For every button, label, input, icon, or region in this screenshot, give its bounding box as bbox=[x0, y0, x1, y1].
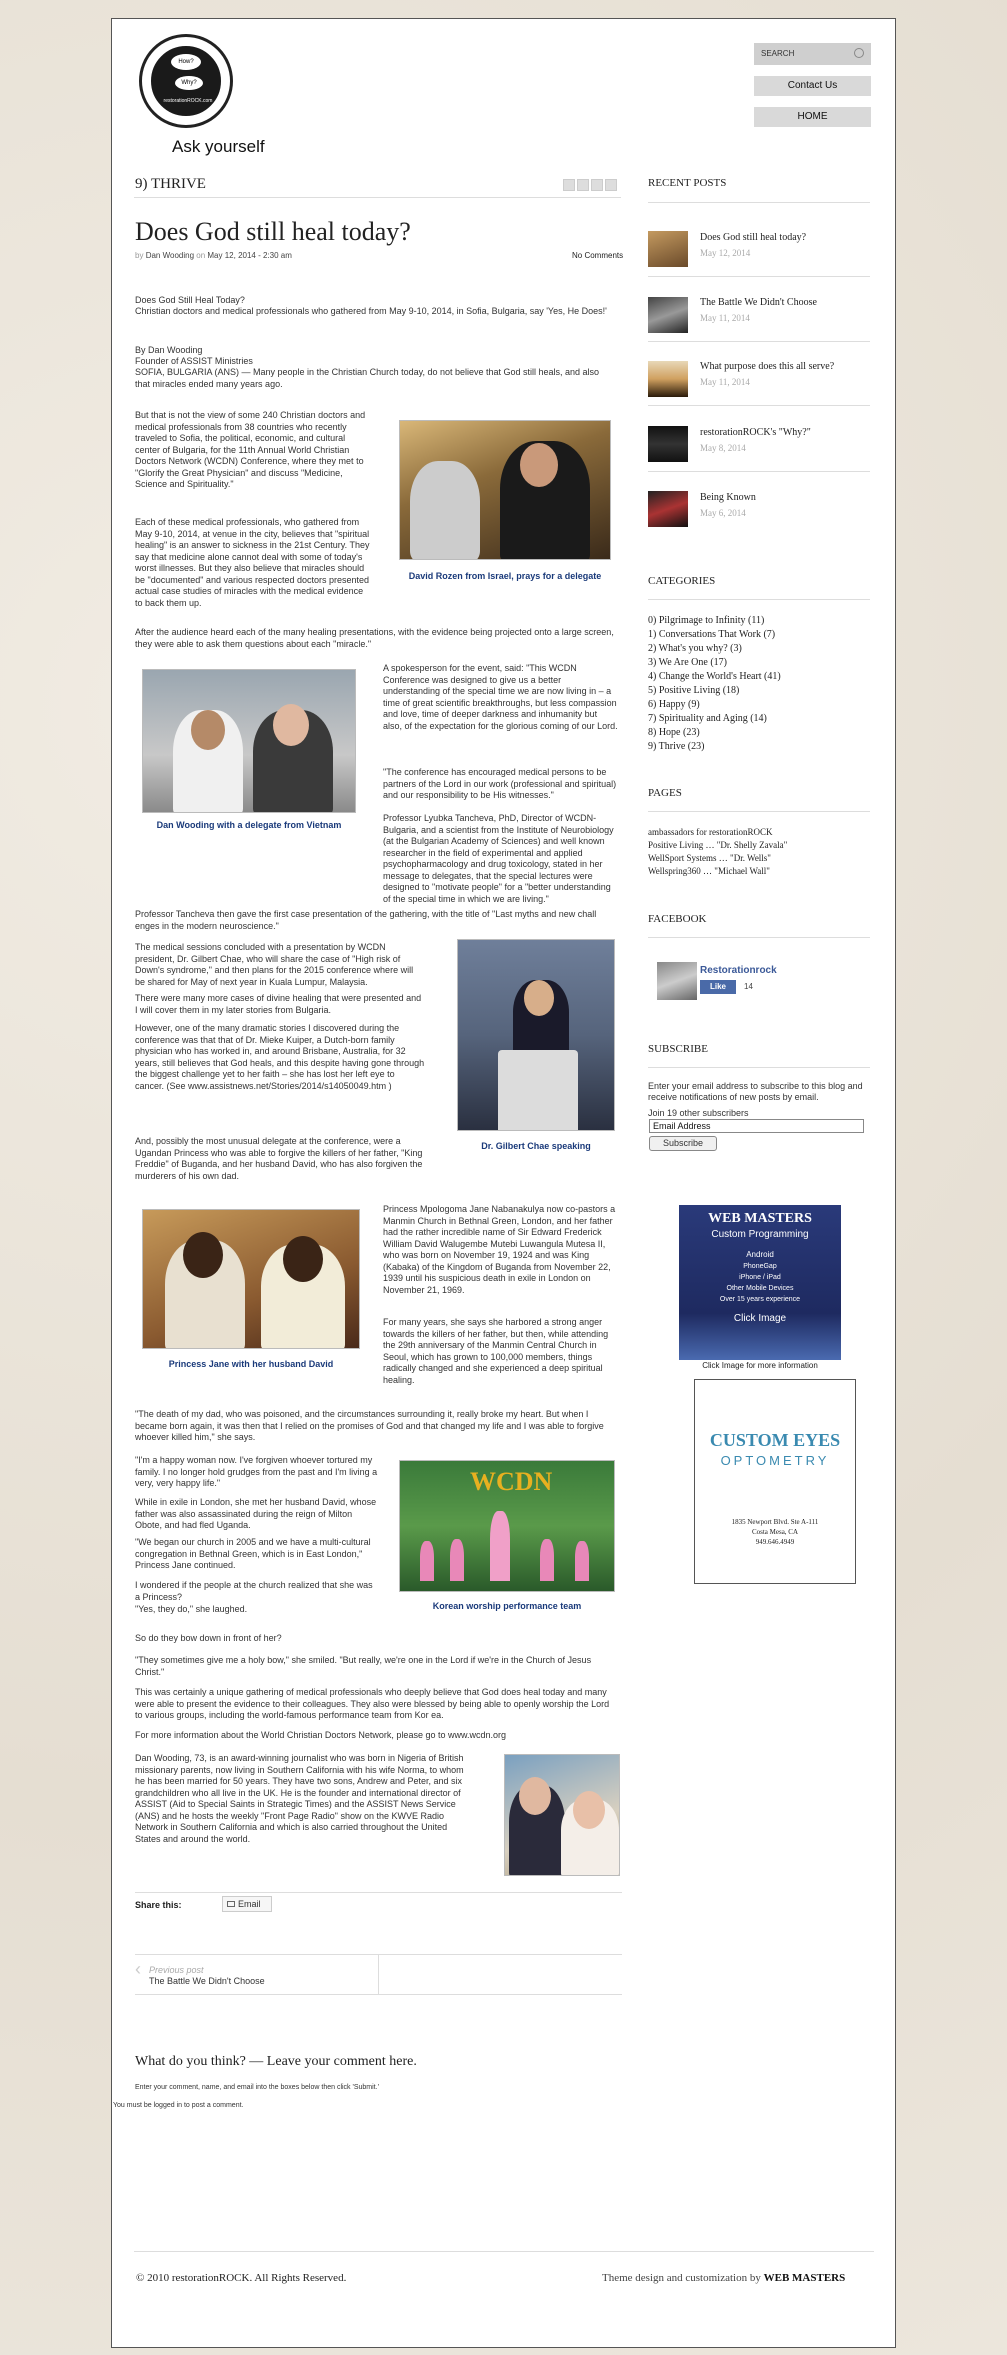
twitter-share-icon[interactable] bbox=[577, 179, 589, 191]
recent-post-thumb[interactable] bbox=[648, 297, 688, 333]
facebook-heading: FACEBOOK bbox=[648, 913, 707, 925]
email-field[interactable]: Email Address bbox=[649, 1119, 864, 1133]
ad-subtitle: Custom Programming bbox=[711, 1229, 809, 1240]
ad-line: Over 15 years experience bbox=[719, 1296, 801, 1303]
ad2-city: Costa Mesa, CA bbox=[751, 1528, 799, 1536]
recent-post-thumb[interactable] bbox=[648, 491, 688, 527]
paragraph: "Yes, they do," she laughed. bbox=[135, 1604, 248, 1614]
paragraph: Each of these medical professionals, who gathered from May 9-10, 2014, at venue in the city, believes that "spiritual healing" is an answer to sickness in the 21st Century. They say that medicine alone cannot deal with some of today's worst illnesses. But they also believe that miracles should be "documented" and various respected doctors presented actual case studies of miracles with the medical evidence to back them up. bbox=[135, 517, 370, 608]
categories-heading: CATEGORIES bbox=[648, 575, 716, 587]
facebook-like-button[interactable]: Like bbox=[700, 980, 736, 994]
facebook-share-icon[interactable] bbox=[563, 179, 575, 191]
category-link[interactable]: 9) Thrive (23) bbox=[648, 741, 705, 752]
recent-post-date: May 11, 2014 bbox=[700, 313, 750, 323]
web-masters-ad[interactable] bbox=[679, 1205, 841, 1360]
recent-post-date: May 12, 2014 bbox=[700, 248, 751, 258]
login-notice[interactable]: You must be logged in to post a comment. bbox=[113, 2102, 244, 2109]
caption: Dan Wooding with a delegate from Vietnam bbox=[156, 820, 342, 830]
post-title[interactable]: Does God still heal today? bbox=[135, 217, 411, 246]
ad2-brand: CUSTOM EYES bbox=[709, 1430, 841, 1450]
photo-dan-and-norma bbox=[504, 1754, 620, 1876]
paragraph: However, one of the many dramatic stories I discovered during the conference was that that of Dr. Mieke Kuiper, a Dutch-born family physician who has worked in, and around Brisbane, Australia, for 32 years, still believes that God heals, and this despite having gone through the biggest challenge yet to her faith – she has lost her left eye to cancer. (See www.assistnews.net/Stories/2014/s14050049.htm ) bbox=[135, 1023, 425, 1091]
paragraph: "We began our church in 2005 and we have a multi-cultural congregation in Bethnal Green, which is in East London," Princess Jane continued. bbox=[135, 1537, 371, 1570]
logo-circle bbox=[139, 34, 233, 128]
paragraph: There were many more cases of divine healing that were presented and I will cover them in my later stories from Bulgaria. bbox=[135, 993, 422, 1015]
search-icon bbox=[854, 48, 864, 58]
paragraph: "They sometimes give me a holy bow," she smiled. "But really, we're one in the Lord if we're in the Church of Jesus Christ." bbox=[135, 1655, 592, 1677]
recent-post-thumb[interactable] bbox=[648, 426, 688, 462]
divider bbox=[648, 937, 870, 938]
email-label: Email bbox=[238, 1899, 261, 1909]
facebook-page-link[interactable]: Restorationrock bbox=[700, 965, 777, 976]
paragraph: Does God Still Heal Today? bbox=[135, 295, 245, 305]
tagline: Ask yourself bbox=[172, 137, 265, 156]
caption: Korean worship performance team bbox=[432, 1601, 582, 1611]
photo-korean-team bbox=[399, 1460, 615, 1592]
divider bbox=[135, 1892, 622, 1893]
wcdn-banner: WCDN bbox=[470, 1467, 553, 1496]
photo-gilbert-chae bbox=[457, 939, 615, 1131]
divider bbox=[134, 2251, 874, 2252]
paragraph: I wondered if the people at the church realized that she was a Princess? bbox=[135, 1580, 373, 1602]
share-label: Share this: bbox=[135, 1900, 182, 1910]
paragraph: A spokesperson for the event, said: "This WCDN Conference was designed to give us a better understanding of the special time we are now living in – a time of great scientific breakthroughs, but less compassion and love, time of deeper darkness and inhumanity but also, of the expectation for the glorious coming of our Lord. bbox=[383, 663, 618, 731]
paragraph: Founder of ASSIST Ministries bbox=[135, 356, 253, 366]
ad-line: Android bbox=[746, 1250, 774, 1259]
facebook-like-count: 14 bbox=[744, 982, 753, 991]
paragraph: So do they bow down in front of her? bbox=[135, 1633, 282, 1643]
divider bbox=[648, 202, 870, 203]
meta-on: on bbox=[196, 251, 206, 260]
divider bbox=[648, 1067, 870, 1068]
photo-princess-jane bbox=[142, 1209, 360, 1349]
email-share-icon[interactable] bbox=[605, 179, 617, 191]
author-link[interactable]: Dan Wooding bbox=[145, 251, 195, 260]
comments-link[interactable]: No Comments bbox=[572, 251, 624, 260]
email-share-button[interactable] bbox=[222, 1896, 272, 1912]
paragraph: But that is not the view of some 240 Christian doctors and medical professionals from 38 countries who recently traveled to Sofia, the political, economic, and cultural center of Bulgaria, for the 11th Annual World Christian Doctors Network (WCDN) Conference, where they met to "Glorify the Great Physician" and discuss "Medicine, Science and Spirituality." bbox=[135, 410, 366, 489]
category-link[interactable]: 6) Happy (9) bbox=[648, 699, 700, 710]
google-share-icon[interactable] bbox=[591, 179, 603, 191]
divider bbox=[648, 405, 870, 406]
photo-dan-wooding-vietnam bbox=[142, 669, 356, 813]
ad2-brand-sub: OPTOMETRY bbox=[720, 1453, 830, 1468]
paragraph: Professor Tancheva then gave the first case presentation of the gathering, with the title of "Last myths and new chall enges in the modern neuroscience." bbox=[135, 909, 597, 931]
divider bbox=[648, 599, 870, 600]
subscribe-count: Join 19 other subscribers bbox=[648, 1108, 749, 1118]
logo-ring-text: restorationROCK.com bbox=[163, 98, 213, 104]
site-logo[interactable] bbox=[139, 34, 249, 129]
recent-post-title[interactable]: What purpose does this all serve? bbox=[700, 361, 835, 372]
category-link[interactable]: 3) We Are One (17) bbox=[648, 657, 727, 668]
page-link[interactable]: Positive Living … "Dr. Shelly Zavala" bbox=[648, 840, 788, 850]
caption: Dr. Gilbert Chae speaking bbox=[481, 1141, 591, 1151]
post-date: May 12, 2014 - 2:30 am bbox=[207, 251, 292, 260]
divider bbox=[648, 811, 870, 812]
recent-post-title[interactable]: Does God still heal today? bbox=[700, 232, 807, 243]
custom-eyes-ad[interactable] bbox=[694, 1379, 856, 1584]
paragraph: "The death of my dad, who was poisoned, and the circumstances surrounding it, really broke my heart. But when I became born again, it was then that I relied on the promises of God and that changed my life and I was able to forgive whoever killed him," she says. bbox=[135, 1409, 604, 1442]
paragraph: Princess Mpologoma Jane Nabanakulya now co-pastors a Manmin Church in Bethnal Green, London, and her father had the rather incredible name of Sir Edward Frederick William David Walugembe Mutebi Luwangula Mutesa II, who was born on November 19, 1924 and was King (Kabaka) of the Kingdom of Buganda from November 22, 1939 until his suspicious death in exile in London on November 21, 1969. bbox=[383, 1204, 616, 1295]
footer-credit-text: Theme design and customization by bbox=[602, 2272, 761, 2284]
page-link[interactable]: ambassadors for restorationROCK bbox=[648, 827, 773, 837]
divider bbox=[648, 341, 870, 342]
ad-line: PhoneGap bbox=[743, 1263, 777, 1270]
caption: David Rozen from Israel, prays for a delegate bbox=[408, 571, 602, 581]
paragraph: Dan Wooding, 73, is an award-winning journalist who was born in Nigeria of British missionary parents, now living in Southern California with his wife Norma, to whom he has been married for 50 years. They have two sons, Andrew and Peter, and six grandchildren who all live in the UK. He is the founder and international director of ASSIST (Aid to Special Saints in Strategic Times) and the ASSIST News Service (ANS) and he hosts the weekly "Front Page Radio" show on the KWVE Radio Network in Southern California and which is also carried throughout the United States and around the world. bbox=[135, 1753, 464, 1844]
divider bbox=[134, 197, 621, 198]
subscribe-button[interactable]: Subscribe bbox=[649, 1136, 717, 1151]
search-placeholder: SEARCH bbox=[761, 49, 795, 58]
ad-title: WEB MASTERS bbox=[708, 1211, 812, 1226]
recent-post-date: May 6, 2014 bbox=[700, 508, 746, 518]
facebook-avatar[interactable] bbox=[657, 962, 697, 1000]
paragraph: For more information about the World Christian Doctors Network, please go to www.wcdn.org bbox=[135, 1730, 506, 1740]
recent-posts-heading: RECENT POSTS bbox=[648, 177, 727, 189]
paragraph: "The conference has encouraged medical persons to be partners of the Lord in our work (professional and spiritual) and our responsibility to be His witnesses." bbox=[383, 767, 617, 800]
recent-post-date: May 8, 2014 bbox=[700, 443, 746, 453]
divider bbox=[378, 1954, 379, 1994]
previous-post-link[interactable]: The Battle We Didn't Choose bbox=[149, 1976, 265, 1986]
paragraph: "I'm a happy woman now. I've forgiven whoever tortured my family. I no longer hold grudges from the past and I'm living a very, very happy life." bbox=[135, 1455, 378, 1488]
mail-icon bbox=[227, 1901, 235, 1907]
recent-post-thumb[interactable] bbox=[648, 361, 688, 397]
paragraph: By Dan Wooding bbox=[135, 345, 203, 355]
pages-heading: PAGES bbox=[648, 787, 682, 799]
meta-by: by bbox=[135, 251, 144, 260]
paragraph: Professor Lyubka Tancheva, PhD, Director of WCDN-Bulgaria, and a scientist from the Institute of Neurobiology (at the Bulgarian Academy of Sciences) and well known researcher in the field of experimental and applied psychopharmacology and drug toxicology, stated in her message to delegates, that the special lectures were designed to "motivate people" for a "better understanding of the special time in which we are living." bbox=[383, 813, 614, 904]
divider bbox=[648, 276, 870, 277]
paragraph: While in exile in London, she met her husband David, whose father was also assassinated during the reign of Milton Obote, and had fled Uganda. bbox=[135, 1497, 377, 1530]
paragraph: Christian doctors and medical professionals who gathered from May 9-10, 2014, in Sofia, Bulgaria, say 'Yes, He Does!' bbox=[135, 306, 607, 316]
page-link[interactable]: WellSport Systems … "Dr. Wells" bbox=[648, 853, 771, 863]
subscribe-text: Enter your email address to subscribe to this blog and receive notifications of new posts by email. bbox=[648, 1081, 863, 1102]
paragraph: And, possibly the most unusual delegate at the conference, were a Ugandan Princess who was able to forgive the killers of her father, "King Freddie" of Buganda, and her husband David, who has also forgiven the murderers of his own dad. bbox=[135, 1136, 423, 1181]
divider bbox=[135, 1994, 622, 1995]
paragraph: This was certainly a unique gathering of medical professionals who deeply believe that God does heal today and many were able to present the evidence to their colleagues. They also were blessed by being able to openly worship the Lord to various groups, including the world-famous performance team from Kor ea. bbox=[135, 1687, 610, 1720]
search-input[interactable] bbox=[754, 43, 871, 65]
category-link[interactable]: 5) Positive Living (18) bbox=[648, 685, 740, 696]
recent-post-thumb[interactable] bbox=[648, 231, 688, 267]
ad-line: Other Mobile Devices bbox=[726, 1285, 794, 1292]
logo-how: How? bbox=[171, 54, 201, 70]
contact-button[interactable]: Contact Us bbox=[754, 76, 871, 96]
previous-label: Previous post bbox=[149, 1965, 204, 1975]
page-container bbox=[111, 18, 896, 2348]
comment-title: What do you think? — Leave your comment here. bbox=[135, 2054, 417, 2069]
divider bbox=[648, 471, 870, 472]
chevron-left-icon: ‹ bbox=[135, 1959, 141, 1979]
ad2-address: 1835 Newport Blvd. Ste A-111 bbox=[731, 1518, 819, 1526]
footer-credit bbox=[602, 2272, 845, 2284]
paragraph: The medical sessions concluded with a presentation by WCDN president, Dr. Gilbert Chae, who will share the case of "High risk of Down's syndrome," and then plans for the 2015 conference where will be shared for May of next year in Kuala Lumpur, Malaysia. bbox=[135, 942, 414, 987]
ad-line: iPhone / iPad bbox=[739, 1274, 781, 1281]
recent-post-title[interactable]: Being Known bbox=[700, 492, 756, 503]
footer-copyright: © 2010 restorationROCK. All Rights Reserved. bbox=[136, 2272, 347, 2284]
caption: Princess Jane with her husband David bbox=[168, 1359, 334, 1369]
subscribe-heading: SUBSCRIBE bbox=[648, 1043, 708, 1055]
paragraph: For many years, she says she harbored a strong anger towards the killers of her father, but then, while attending the 29th anniversary of the Manmin Central Church in Seoul, which has grown to 100,000 members, things radically changed and she experienced a deep spiritual healing. bbox=[383, 1317, 609, 1385]
ad-note: Click Image for more information bbox=[702, 1361, 818, 1370]
category-link[interactable]: 7) Spirituality and Aging (14) bbox=[648, 713, 767, 724]
recent-post-date: May 11, 2014 bbox=[700, 377, 750, 387]
photo-david-rozen bbox=[399, 420, 611, 560]
page-link[interactable]: Wellspring360 … "Michael Wall" bbox=[648, 866, 770, 876]
post-meta bbox=[135, 251, 292, 260]
section-title[interactable]: 9) THRIVE bbox=[135, 176, 206, 192]
recent-post-title[interactable]: The Battle We Didn't Choose bbox=[700, 297, 817, 308]
category-link[interactable]: 8) Hope (23) bbox=[648, 727, 700, 738]
ad-cta: Click Image bbox=[733, 1313, 787, 1324]
category-link[interactable]: 1) Conversations That Work (7) bbox=[648, 629, 776, 640]
ad2-phone: 949.646.4949 bbox=[755, 1538, 795, 1546]
recent-post-title[interactable]: restorationROCK's "Why?" bbox=[700, 427, 811, 438]
logo-why: Why? bbox=[175, 76, 203, 90]
category-link[interactable]: 2) What's you why? (3) bbox=[648, 643, 742, 654]
home-button[interactable]: HOME bbox=[754, 107, 871, 127]
footer-brand-link[interactable]: WEB MASTERS bbox=[763, 2272, 846, 2284]
comment-note: Enter your comment, name, and email into the boxes below then click 'Submit.' bbox=[135, 2084, 379, 2091]
paragraph: SOFIA, BULGARIA (ANS) — Many people in the Christian Church today, do not believe that God still heals, and also that miracles ended many years ago. bbox=[135, 367, 600, 389]
category-link[interactable]: 0) Pilgrimage to Infinity (11) bbox=[648, 615, 765, 626]
paragraph: After the audience heard each of the many healing presentations, with the evidence being projected onto a large screen, they were able to ask them questions about each "miracle." bbox=[135, 627, 614, 649]
category-link[interactable]: 4) Change the World's Heart (41) bbox=[648, 671, 781, 682]
